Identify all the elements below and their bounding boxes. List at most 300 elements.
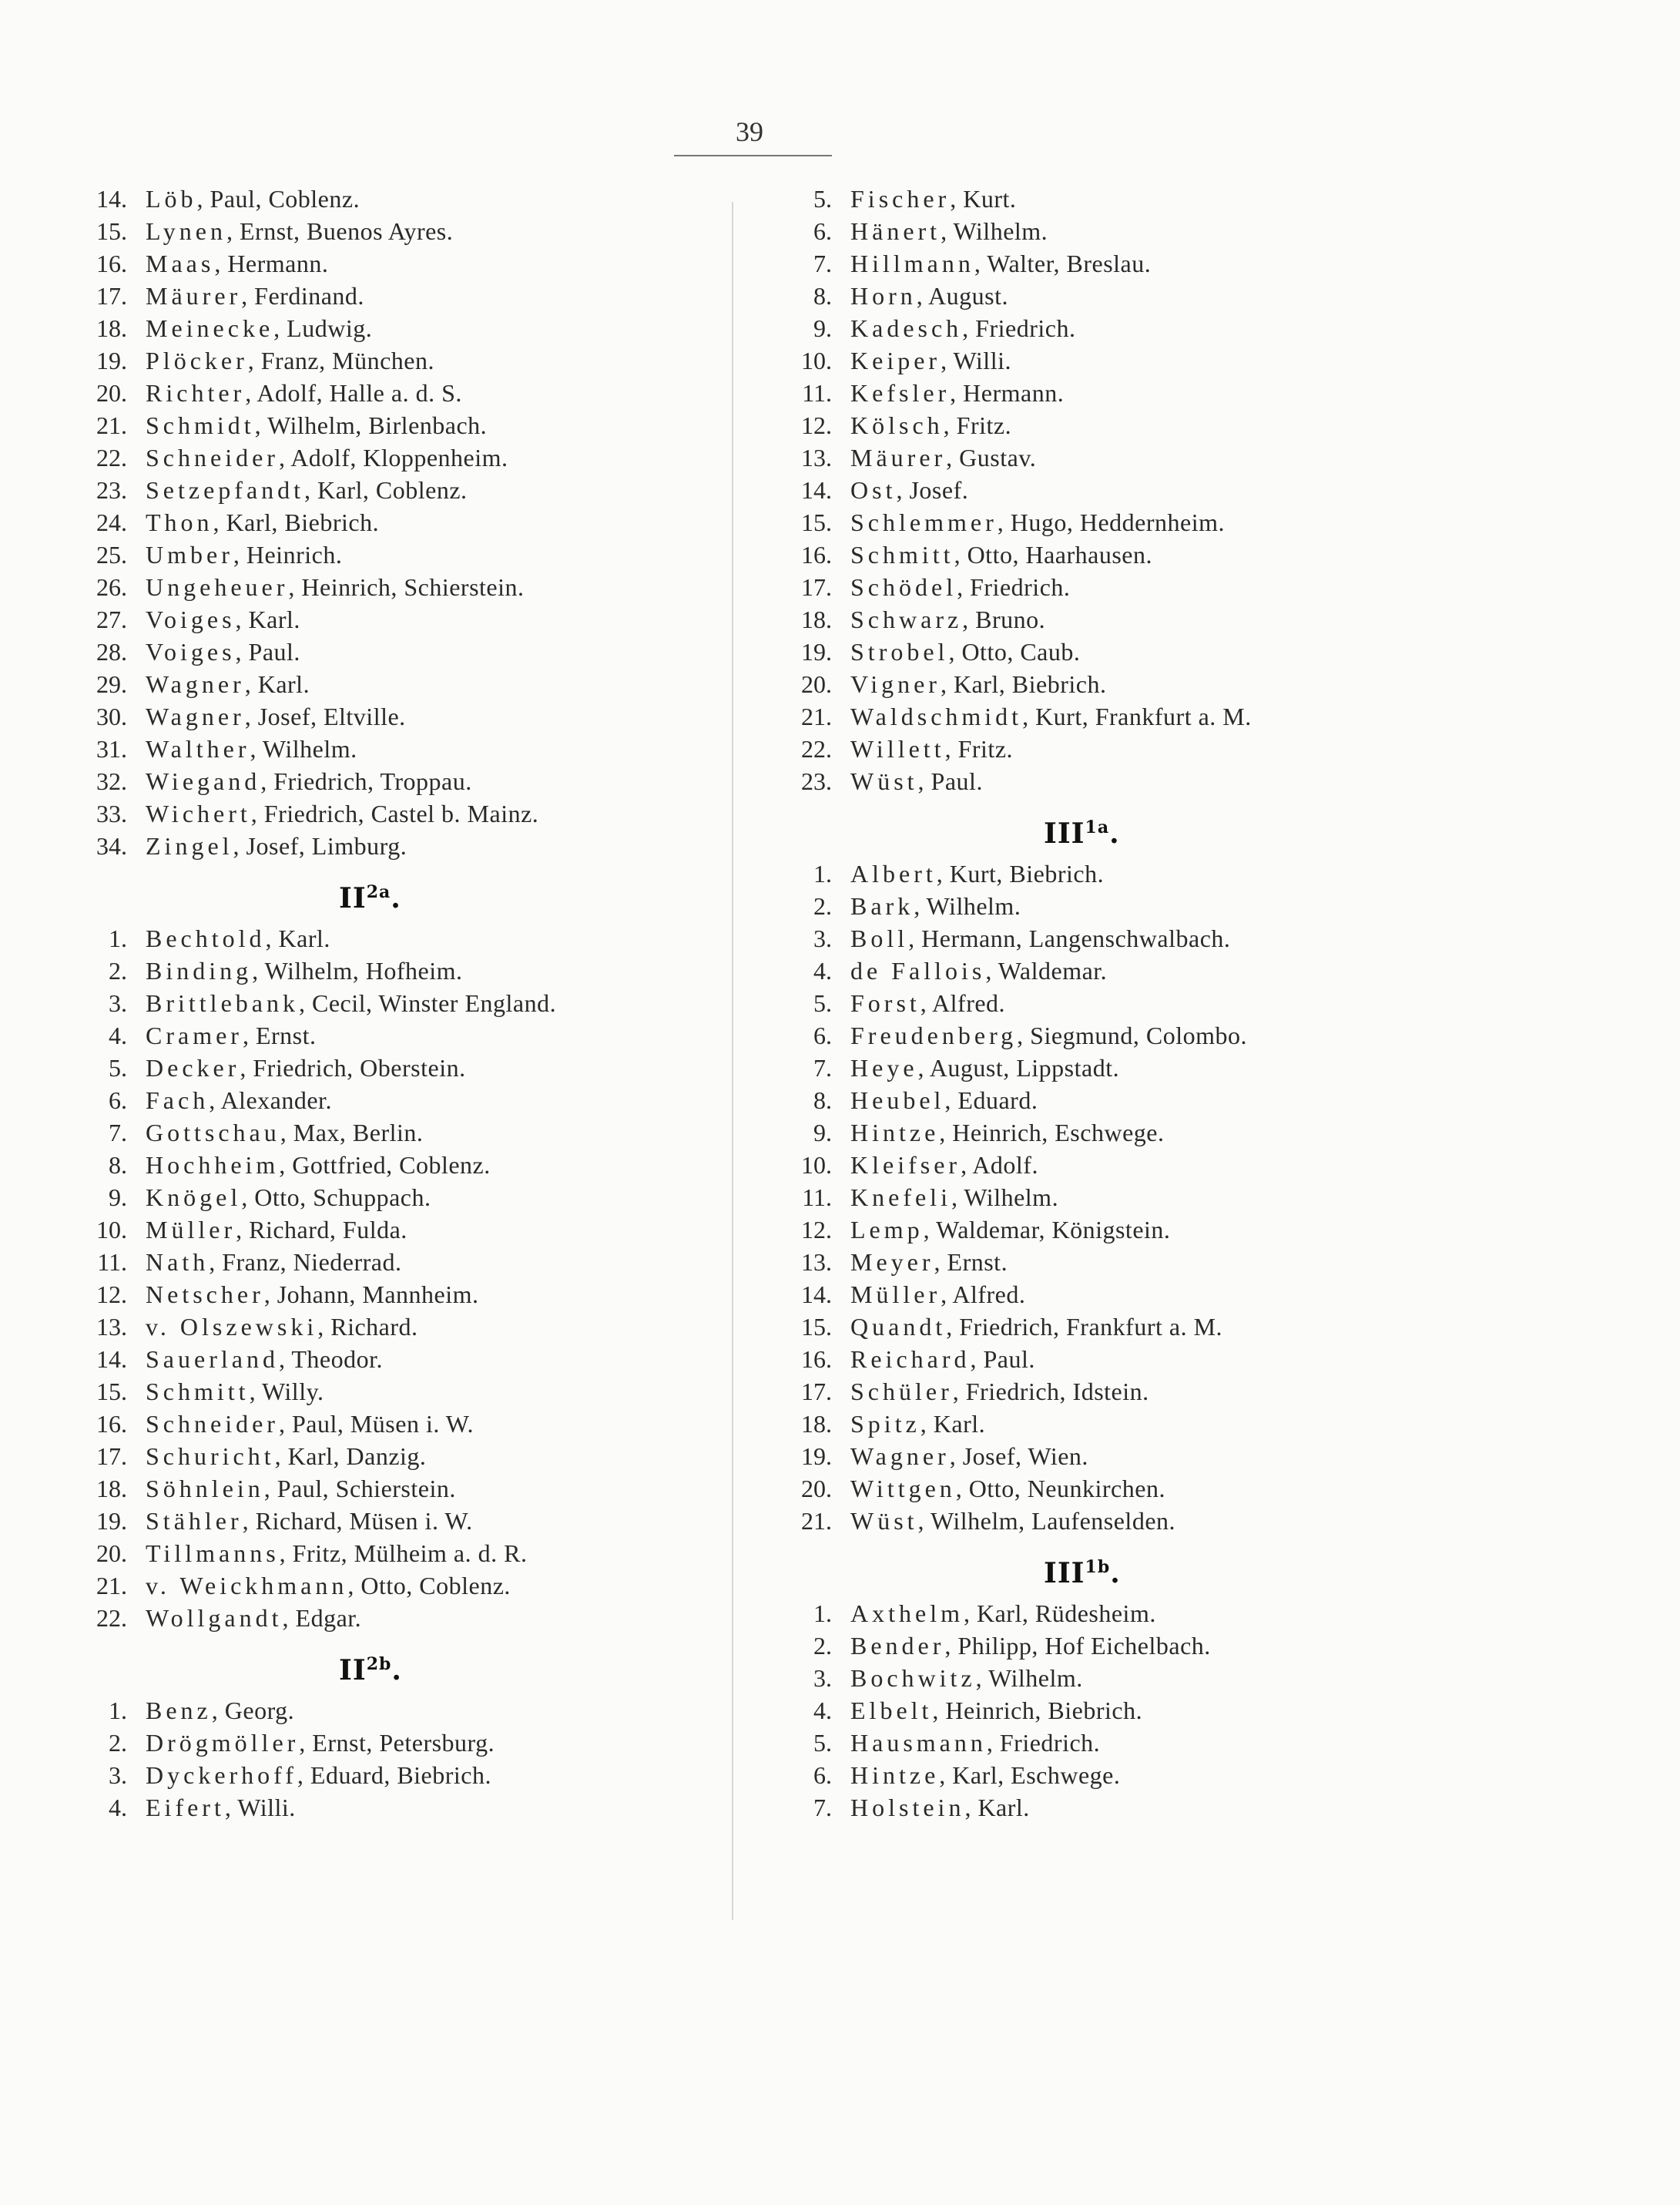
entry-surname: Knefeli — [850, 1183, 951, 1211]
entry-details: , Paul, Müsen i. W. — [278, 1410, 474, 1438]
entry-details: , Waldemar. — [985, 957, 1108, 985]
list-entry — [73, 539, 720, 571]
entry-details: , Wilhelm. — [975, 1664, 1083, 1692]
entry-number: 15. — [96, 1378, 127, 1405]
entry-number: 33. — [96, 800, 127, 827]
entry-details: , August, Lippstadt. — [917, 1054, 1120, 1082]
section-heading-roman: III — [1044, 817, 1085, 850]
list-entry — [73, 1213, 720, 1246]
list-entry — [778, 1375, 1641, 1408]
list-entry — [778, 539, 1641, 571]
entry-number: 14. — [96, 185, 127, 213]
entry-details: , Friedrich. — [986, 1729, 1101, 1757]
entry-surname: Bochwitz — [850, 1664, 976, 1692]
entry-surname: Albert — [850, 860, 937, 888]
entry-details: , Heinrich, Schierstein. — [288, 573, 525, 601]
entry-number: 22. — [96, 444, 127, 472]
section-heading-roman: III — [1044, 1557, 1085, 1589]
list-entry — [778, 280, 1641, 312]
list-entry — [778, 858, 1641, 890]
list-entry — [778, 1246, 1641, 1278]
entry-details: , Fritz, Mülheim a. d. R. — [279, 1539, 528, 1567]
entry-surname: Benz — [146, 1697, 212, 1724]
entry-number: 1. — [109, 1697, 127, 1724]
entry-number: 17. — [96, 282, 127, 310]
section-list — [778, 1597, 1641, 1824]
list-entry — [778, 571, 1641, 603]
entry-surname: Ungeheuer — [146, 573, 289, 601]
entry-details: , Otto, Coblenz. — [347, 1572, 511, 1599]
list-entry — [73, 1149, 720, 1181]
entry-surname: Wüst — [850, 1507, 918, 1535]
list-entry — [778, 1629, 1641, 1662]
entry-number: 19. — [96, 347, 127, 374]
list-entry — [73, 1759, 720, 1791]
entry-surname: Decker — [146, 1054, 240, 1082]
entry-details: , Karl. — [920, 1410, 986, 1438]
entry-surname: v. Weickhmann — [146, 1572, 348, 1599]
entry-number: 32. — [96, 767, 127, 795]
entry-surname: Freudenberg — [850, 1022, 1018, 1049]
entry-number: 14. — [801, 476, 832, 504]
entry-number: 7. — [813, 1054, 832, 1082]
list-entry — [73, 955, 720, 987]
list-entry — [778, 441, 1641, 474]
section-heading-superscript: 1b — [1085, 1557, 1111, 1577]
entry-details: , Eduard, Biebrich. — [297, 1761, 491, 1789]
entry-number: 12. — [801, 411, 832, 439]
list-entry — [73, 1311, 720, 1343]
entry-number: 2. — [813, 1632, 832, 1660]
entry-number: 28. — [96, 638, 127, 666]
entry-details: , Philipp, Hof Eichelbach. — [944, 1632, 1211, 1660]
list-entry — [73, 733, 720, 765]
entry-surname: Hochheim — [146, 1151, 280, 1179]
list-entry — [73, 1084, 720, 1116]
section-heading-roman: II — [339, 882, 367, 915]
list-entry — [778, 377, 1641, 409]
list-entry — [778, 1662, 1641, 1694]
entry-surname: Gottschau — [146, 1119, 280, 1146]
entry-surname: Wollgandt — [146, 1604, 283, 1632]
list-entry — [73, 1181, 720, 1213]
entry-details: , Karl, Coblenz. — [304, 476, 468, 504]
entry-details: , Otto, Caub. — [948, 638, 1081, 666]
list-entry — [778, 1505, 1641, 1537]
list-entry — [73, 1278, 720, 1311]
entry-surname: Brittlebank — [146, 989, 299, 1017]
list-entry — [73, 603, 720, 636]
entry-number: 10. — [801, 347, 832, 374]
entry-surname: Hillmann — [850, 250, 974, 277]
entry-surname: Wichert — [146, 800, 251, 827]
entry-details: , Friedrich, Oberstein. — [240, 1054, 466, 1082]
list-entry — [778, 409, 1641, 441]
entry-surname: Schüler — [850, 1378, 953, 1405]
entry-details: , Alfred. — [941, 1280, 1026, 1308]
entry-surname: Walther — [146, 735, 250, 763]
list-entry — [73, 1537, 720, 1569]
section-heading-period: . — [391, 1654, 402, 1686]
entry-details: , Edgar. — [282, 1604, 362, 1632]
entry-surname: Müller — [850, 1280, 941, 1308]
list-entry — [73, 1343, 720, 1375]
entry-surname: Zingel — [146, 832, 233, 860]
entry-number: 14. — [96, 1345, 127, 1373]
entry-surname: Voiges — [146, 606, 236, 633]
entry-surname: Dyckerhoff — [146, 1761, 297, 1789]
entry-number: 12. — [801, 1216, 832, 1243]
list-entry — [778, 215, 1641, 247]
entry-details: , Willi. — [941, 347, 1011, 374]
list-entry — [778, 603, 1641, 636]
list-entry — [73, 312, 720, 344]
entry-details: , Ernst. — [934, 1248, 1008, 1276]
entry-details: , Karl, Biebrich. — [940, 670, 1107, 698]
entry-details: , Richard. — [317, 1313, 418, 1341]
entry-number: 20. — [801, 670, 832, 698]
list-entry — [73, 1569, 720, 1602]
entry-surname: Hausmann — [850, 1729, 987, 1757]
entry-details: , Karl. — [265, 925, 330, 952]
entry-number: 31. — [96, 735, 127, 763]
entry-surname: Lynen — [146, 217, 226, 245]
entry-surname: Eifert — [146, 1794, 225, 1821]
list-entry — [73, 636, 720, 668]
section-heading — [73, 1634, 720, 1694]
entry-number: 17. — [96, 1442, 127, 1470]
entry-number: 23. — [96, 476, 127, 504]
section-list — [73, 1694, 720, 1824]
entry-surname: Schödel — [850, 573, 957, 601]
entry-details: , Alfred. — [920, 989, 1006, 1017]
list-entry — [73, 987, 720, 1019]
entry-details: , Richard, Müsen i. W. — [242, 1507, 473, 1535]
entry-details: , Friedrich, Troppau. — [260, 767, 472, 795]
entry-details: , Karl, Biebrich. — [213, 508, 380, 536]
list-entry — [73, 441, 720, 474]
entry-surname: Wittgen — [850, 1475, 956, 1502]
list-entry — [778, 636, 1641, 668]
entry-details: , Hugo, Heddernheim. — [997, 508, 1225, 536]
entry-number: 16. — [96, 1410, 127, 1438]
entry-surname: Keiper — [850, 347, 941, 374]
entry-surname: Schmitt — [146, 1378, 250, 1405]
entry-number: 2. — [813, 892, 832, 920]
entry-number: 13. — [96, 1313, 127, 1341]
entry-details: , Otto, Schuppach. — [241, 1183, 431, 1211]
entry-number: 19. — [801, 1442, 832, 1470]
list-entry — [73, 1116, 720, 1149]
entry-number: 29. — [96, 670, 127, 698]
entry-number: 6. — [109, 1086, 127, 1114]
list-entry — [778, 1278, 1641, 1311]
list-entry — [778, 1694, 1641, 1727]
entry-number: 1. — [813, 860, 832, 888]
entry-details: , Franz, Niederrad. — [209, 1248, 402, 1276]
list-entry — [778, 1472, 1641, 1505]
entry-details: , Ernst. — [242, 1022, 317, 1049]
entry-number: 21. — [96, 411, 127, 439]
list-entry — [778, 1084, 1641, 1116]
list-entry — [73, 474, 720, 506]
entry-number: 30. — [96, 703, 127, 730]
entry-surname: Hintze — [850, 1119, 940, 1146]
entry-number: 3. — [813, 1664, 832, 1692]
entry-number: 17. — [801, 573, 832, 601]
list-entry — [73, 506, 720, 539]
section-heading-superscript: 1a — [1085, 817, 1110, 837]
entry-details: , Karl. — [244, 670, 310, 698]
entry-details: , Karl. — [964, 1794, 1030, 1821]
entry-details: , Friedrich, Frankfurt a. M. — [946, 1313, 1223, 1341]
entry-surname: Drögmöller — [146, 1729, 300, 1757]
list-entry — [778, 183, 1641, 215]
section-heading-period: . — [1109, 817, 1120, 850]
entry-number: 10. — [96, 1216, 127, 1243]
list-entry — [73, 922, 720, 955]
entry-surname: Lemp — [850, 1216, 924, 1243]
list-entry — [73, 183, 720, 215]
entry-surname: Setzepfandt — [146, 476, 305, 504]
list-entry — [778, 955, 1641, 987]
entry-number: 3. — [813, 925, 832, 952]
entry-number: 20. — [96, 379, 127, 407]
entry-number: 18. — [96, 1475, 127, 1502]
entry-number: 10. — [801, 1151, 832, 1179]
list-entry — [778, 1597, 1641, 1629]
entry-surname: Mäurer — [146, 282, 242, 310]
entry-number: 4. — [109, 1022, 127, 1049]
list-entry — [778, 922, 1641, 955]
entry-details: , Kurt, Biebrich. — [936, 860, 1105, 888]
entry-surname: Schwarz — [850, 606, 963, 633]
entry-number: 15. — [801, 1313, 832, 1341]
entry-details: , Heinrich. — [233, 541, 343, 569]
entry-number: 18. — [801, 1410, 832, 1438]
entry-number: 21. — [801, 1507, 832, 1535]
list-entry — [778, 506, 1641, 539]
entry-number: 9. — [813, 314, 832, 342]
entry-details: , Georg. — [211, 1697, 295, 1724]
entry-surname: Ost — [850, 476, 897, 504]
entry-details: , Walter, Breslau. — [974, 250, 1152, 277]
entry-surname: Kölsch — [850, 411, 944, 439]
list-entry — [73, 1694, 720, 1727]
entry-surname: Heye — [850, 1054, 918, 1082]
entry-details: , Wilhelm, Hofheim. — [252, 957, 463, 985]
entry-surname: Waldschmidt — [850, 703, 1023, 730]
entry-number: 11. — [97, 1248, 127, 1276]
entry-details: , Gottfried, Coblenz. — [279, 1151, 491, 1179]
continued-list — [73, 183, 720, 862]
list-entry — [778, 890, 1641, 922]
entry-details: , Friedrich. — [957, 573, 1071, 601]
section-heading-period: . — [1110, 1557, 1121, 1589]
entry-surname: Kefsler — [850, 379, 951, 407]
list-entry — [73, 1440, 720, 1472]
entry-details: , Paul, Schierstein. — [263, 1475, 456, 1502]
list-entry — [778, 1052, 1641, 1084]
entry-details: , Friedrich, Castel b. Mainz. — [250, 800, 539, 827]
entry-number: 26. — [96, 573, 127, 601]
entry-number: 6. — [813, 1022, 832, 1049]
entry-details: , Paul. — [235, 638, 300, 666]
entry-number: 1. — [109, 925, 127, 952]
entry-surname: Söhnlein — [146, 1475, 264, 1502]
entry-surname: Maas — [146, 250, 215, 277]
entry-surname: Binding — [146, 957, 253, 985]
entry-surname: Boll — [850, 925, 909, 952]
entry-details: , Otto, Neunkirchen. — [955, 1475, 1165, 1502]
list-entry — [778, 1440, 1641, 1472]
list-entry — [73, 1602, 720, 1634]
entry-surname: Knögel — [146, 1183, 242, 1211]
entry-surname: Holstein — [850, 1794, 965, 1821]
entry-surname: Mäurer — [850, 444, 947, 472]
entry-details: , Richard, Fulda. — [236, 1216, 407, 1243]
section-list — [778, 858, 1641, 1537]
list-entry — [73, 1505, 720, 1537]
entry-surname: Löb — [146, 185, 197, 213]
entry-details: , Paul, Coblenz. — [196, 185, 360, 213]
list-entry — [778, 1408, 1641, 1440]
entry-number: 5. — [813, 185, 832, 213]
entry-details: , Ludwig. — [273, 314, 373, 342]
entry-surname: Wagner — [146, 703, 245, 730]
entry-number: 17. — [801, 1378, 832, 1405]
list-entry — [778, 1019, 1641, 1052]
entry-details: , Johann, Mannheim. — [263, 1280, 479, 1308]
entry-details: , Willy. — [249, 1378, 324, 1405]
list-entry — [73, 797, 720, 830]
entry-details: , Fritz. — [943, 411, 1012, 439]
entry-details: , Hermann. — [950, 379, 1065, 407]
entry-surname: Sauerland — [146, 1345, 279, 1373]
entry-surname: Müller — [146, 1216, 236, 1243]
entry-details: , Adolf, Kloppenheim. — [278, 444, 508, 472]
entry-surname: Kleifser — [850, 1151, 961, 1179]
entry-details: , Wilhelm. — [951, 1183, 1059, 1211]
entry-surname: Wüst — [850, 767, 918, 795]
entry-number: 15. — [96, 217, 127, 245]
entry-details: , Josef, Eltville. — [244, 703, 406, 730]
entry-details: , Ferdinand. — [241, 282, 364, 310]
list-entry — [73, 1472, 720, 1505]
list-entry — [73, 668, 720, 700]
entry-details: , Adolf, Halle a. d. S. — [245, 379, 462, 407]
entry-number: 16. — [96, 250, 127, 277]
entry-details: , Heinrich, Eschwege. — [939, 1119, 1165, 1146]
section-heading — [778, 1537, 1641, 1597]
list-entry — [778, 733, 1641, 765]
entry-number: 18. — [96, 314, 127, 342]
entry-number: 3. — [109, 989, 127, 1017]
entry-details: , Wilhelm. — [914, 892, 1021, 920]
entry-number: 5. — [813, 1729, 832, 1757]
right-column — [778, 183, 1641, 1824]
section-heading-roman: II — [339, 1654, 367, 1686]
entry-number: 8. — [109, 1151, 127, 1179]
entry-number: 15. — [801, 508, 832, 536]
entry-surname: Wagner — [850, 1442, 950, 1470]
entry-number: 11. — [802, 379, 832, 407]
list-entry — [73, 1727, 720, 1759]
entry-surname: Forst — [850, 989, 920, 1017]
entry-details: , Friedrich. — [962, 314, 1076, 342]
list-entry — [73, 1019, 720, 1052]
entry-surname: Elbelt — [850, 1697, 933, 1724]
entry-number: 5. — [813, 989, 832, 1017]
entry-surname: Reichard — [850, 1345, 971, 1373]
entry-surname: Hänert — [850, 217, 941, 245]
entry-number: 13. — [801, 444, 832, 472]
entry-number: 8. — [813, 282, 832, 310]
entry-details: , Bruno. — [962, 606, 1046, 633]
entry-surname: Wagner — [146, 670, 245, 698]
list-entry — [73, 700, 720, 733]
list-entry — [73, 571, 720, 603]
list-entry — [73, 409, 720, 441]
entry-surname: Kadesch — [850, 314, 963, 342]
list-entry — [778, 1116, 1641, 1149]
entry-details: , Josef, Limburg. — [233, 832, 407, 860]
section-list — [73, 922, 720, 1634]
entry-surname: Fischer — [850, 185, 951, 213]
list-entry — [73, 215, 720, 247]
entry-details: , Wilhelm, Laufenselden. — [917, 1507, 1176, 1535]
entry-details: , Josef, Wien. — [949, 1442, 1088, 1470]
entry-number: 1. — [813, 1599, 832, 1627]
list-entry — [778, 765, 1641, 797]
entry-details: , Paul. — [970, 1345, 1035, 1373]
entry-number: 14. — [801, 1280, 832, 1308]
entry-number: 5. — [109, 1054, 127, 1082]
entry-details: , Wilhelm. — [250, 735, 357, 763]
entry-details: , Max, Berlin. — [280, 1119, 424, 1146]
entry-number: 7. — [813, 250, 832, 277]
entry-surname: Stähler — [146, 1507, 243, 1535]
entry-number: 22. — [801, 735, 832, 763]
entry-number: 3. — [109, 1761, 127, 1789]
entry-surname: Horn — [850, 282, 917, 310]
entry-surname: Nath — [146, 1248, 210, 1276]
entry-number: 2. — [109, 1729, 127, 1757]
entry-number: 19. — [96, 1507, 127, 1535]
entry-details: , Cecil, Winster England. — [298, 989, 557, 1017]
list-entry — [778, 1727, 1641, 1759]
list-entry — [778, 1759, 1641, 1791]
entry-surname: Fach — [146, 1086, 210, 1114]
entry-number: 11. — [802, 1183, 832, 1211]
list-entry — [778, 987, 1641, 1019]
entry-number: 7. — [813, 1794, 832, 1821]
list-entry — [778, 700, 1641, 733]
entry-surname: Tillmanns — [146, 1539, 280, 1567]
entry-number: 25. — [96, 541, 127, 569]
entry-surname: Quandt — [850, 1313, 947, 1341]
entry-number: 22. — [96, 1604, 127, 1632]
entry-number: 9. — [813, 1119, 832, 1146]
list-entry — [73, 830, 720, 862]
entry-surname: Heubel — [850, 1086, 945, 1114]
entry-surname: Schmitt — [850, 541, 954, 569]
entry-number: 20. — [801, 1475, 832, 1502]
entry-surname: Strobel — [850, 638, 949, 666]
list-entry — [73, 765, 720, 797]
entry-details: , Josef. — [896, 476, 969, 504]
list-entry — [778, 1213, 1641, 1246]
